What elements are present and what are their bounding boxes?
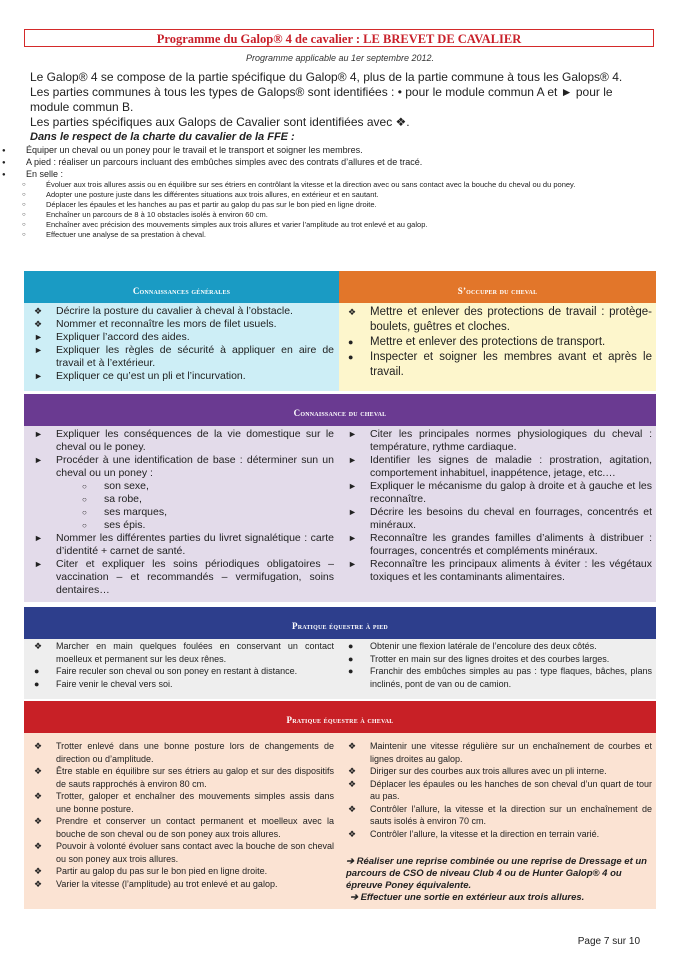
list-item-text: Reconnaître les principaux aliments à éviter : les végétaux toxiques et les contaminants alimentaires. bbox=[370, 558, 652, 583]
list-item-text: Citer les principales normes physiologiques du cheval : température, rythme cardiaque. bbox=[370, 428, 652, 453]
bullet-icon: ► bbox=[34, 345, 43, 355]
bullet-list bbox=[342, 640, 652, 690]
list-item-text: son sexe, bbox=[104, 480, 149, 492]
list-item-text: Identifier les signes de maladie : prostration, agitation, comportement inhabituel, inappétence, jetage, etc.… bbox=[370, 454, 652, 479]
list-item bbox=[342, 740, 652, 765]
section-title: Connaissance du cheval bbox=[293, 408, 387, 418]
bullet-list bbox=[28, 428, 334, 597]
bullet-list bbox=[342, 428, 652, 584]
connaissances-generales-header bbox=[24, 271, 339, 303]
bullet-icon: ► bbox=[34, 533, 43, 543]
charter-list bbox=[0, 144, 655, 180]
list-item-text: Varier la vitesse (l’amplitude) au trot enlevé et au galop. bbox=[56, 878, 278, 889]
pratique-cheval-header bbox=[24, 701, 656, 733]
list-item-text: ses marques, bbox=[104, 506, 168, 518]
pratique-pied-header bbox=[24, 607, 656, 639]
list-item-text: Trotter, galoper et enchaîner des mouvements simples assis dans une bonne posture. bbox=[56, 791, 334, 814]
section-title: Connaissances générales bbox=[132, 286, 231, 296]
list-item bbox=[28, 305, 334, 318]
list-item bbox=[28, 493, 334, 506]
bullet-icon: ○ bbox=[82, 508, 87, 517]
list-item bbox=[342, 640, 652, 653]
list-item-text: Trotter en main sur des lignes droites et des courbes larges. bbox=[370, 653, 610, 664]
list-item bbox=[28, 558, 334, 597]
bullet-icon: ❖ bbox=[34, 766, 43, 776]
bullet-icon: ● bbox=[348, 641, 354, 651]
bullet-icon: ❖ bbox=[34, 841, 43, 851]
list-item-text: Obtenir une flexion latérale de l’encolure des deux côtés. bbox=[370, 641, 597, 651]
list-item bbox=[28, 815, 334, 840]
list-item bbox=[342, 558, 652, 584]
bullet-icon: ► bbox=[348, 559, 357, 569]
pratique-pied-left-list bbox=[28, 640, 334, 690]
bullet-icon: ○ bbox=[82, 482, 87, 491]
connaissance-cheval-right-list bbox=[342, 428, 652, 584]
soccuper-cheval-header bbox=[339, 271, 656, 303]
en-selle-list bbox=[0, 180, 650, 240]
bullet-icon: ❖ bbox=[348, 778, 357, 789]
list-item-text: Expliquer le mécanisme du galop à droite et à gauche et les reconnaître. bbox=[370, 480, 652, 505]
list-item bbox=[342, 653, 652, 666]
bullet-icon: ● bbox=[348, 653, 354, 664]
list-item-text: Faire venir le cheval vers soi. bbox=[56, 678, 173, 689]
bullet-icon: ► bbox=[348, 481, 357, 491]
pratique-cheval-left-list bbox=[28, 740, 334, 890]
bullet-icon: ❖ bbox=[34, 866, 43, 876]
list-item-text: Déplacer les épaules ou les hanches de son cheval d’un quart de tour au pas. bbox=[370, 778, 652, 801]
list-item-text: Pouvoir à volonté évoluer sans contact avec la bouche de son cheval ou son poney aux trois allures. bbox=[56, 841, 334, 864]
list-item bbox=[28, 506, 334, 519]
list-item-text: Trotter enlevé dans une bonne posture lors de changements de direction ou d’amplitude. bbox=[56, 741, 334, 764]
list-item bbox=[342, 480, 652, 506]
list-item-text: Prendre et conserver un contact permanent et moelleux avec la bouche de son cheval ou de son poney aux trois allures. bbox=[56, 816, 334, 839]
page-title: Programme du Galop® 4 de cavalier : LE BREVET DE CAVALIER bbox=[24, 29, 654, 47]
list-item bbox=[342, 778, 652, 803]
list-item-text: Expliquer ce qu’est un pli et l’incurvation. bbox=[56, 370, 246, 382]
bullet-icon: ► bbox=[34, 455, 43, 465]
list-item-text: Nommer les différentes parties du livret signalétique : carte d’identité + carnet de santé. bbox=[56, 532, 334, 557]
list-item bbox=[28, 532, 334, 558]
bullet-icon: ❖ bbox=[348, 766, 357, 776]
bullet-icon: ► bbox=[34, 559, 43, 569]
list-item-text: Maintenir une vitesse régulière sur un enchaînement de courbes et lignes droites au galop. bbox=[370, 741, 652, 764]
list-item-text: Décrire les besoins du cheval en fourrages, concentrés et minéraux. bbox=[370, 506, 652, 531]
list-item bbox=[28, 865, 334, 878]
list-item bbox=[342, 335, 652, 350]
bullet-list bbox=[342, 740, 652, 840]
list-item bbox=[28, 519, 334, 532]
bullet-icon: ► bbox=[348, 429, 357, 439]
bullet-icon: ❖ bbox=[34, 306, 43, 316]
list-item bbox=[28, 678, 334, 691]
bullet-list bbox=[28, 305, 334, 383]
list-item bbox=[342, 350, 652, 380]
bullet-icon: ❖ bbox=[348, 803, 357, 814]
list-item-text: sa robe, bbox=[104, 493, 142, 505]
list-item: ○ Effectuer une analyse de sa prestation à cheval. bbox=[0, 230, 650, 240]
list-item bbox=[28, 331, 334, 344]
connaissance-cheval-left-list bbox=[28, 428, 334, 597]
bullet-icon: ❖ bbox=[34, 319, 43, 329]
bullet-icon: ● bbox=[348, 352, 354, 362]
objective-note-1: ➔ Réaliser une reprise combinée ou une reprise de Dressage et un parcours de CSO de niveau Club 4 ou de Hunter Galop® 4 ou épreuve Poney équivalente. bbox=[346, 856, 647, 891]
list-item-text: Inspecter et soigner les membres avant et après le travail. bbox=[370, 351, 652, 378]
applicability-note: Programme applicable au 1er septembre 2012. bbox=[245, 53, 435, 63]
bullet-icon: ● bbox=[348, 337, 354, 347]
bullet-icon: ● bbox=[34, 678, 40, 689]
list-item bbox=[28, 840, 334, 865]
connaissance-cheval-header bbox=[24, 394, 656, 426]
list-item bbox=[28, 454, 334, 480]
list-item bbox=[342, 765, 652, 778]
list-item-text: Marcher en main quelques foulées en conservant un contact moelleux et permanent sur les deux rênes. bbox=[56, 641, 334, 664]
bullet-list bbox=[28, 640, 334, 690]
list-item bbox=[28, 665, 334, 678]
list-item-text: Mettre et enlever des protections de transport. bbox=[370, 336, 606, 348]
list-item bbox=[28, 640, 334, 665]
list-item bbox=[342, 532, 652, 558]
list-item: ○ Déplacer les épaules et les hanches au pas et partir au galop du pas sur le bon pied en ligne droite. bbox=[0, 200, 650, 210]
list-item-text: Partir au galop du pas sur le bon pied en ligne droite. bbox=[56, 866, 268, 876]
list-item: ● Équiper un cheval ou un poney pour le travail et le transport et soigner les membres. bbox=[0, 144, 655, 156]
bullet-icon: ● bbox=[348, 666, 354, 676]
intro-p2: Les parties communes à tous les types de Galops® sont identifiées : • pour le module commun A et ► pour le module commun B. bbox=[30, 85, 613, 114]
list-item-text: Procéder à une identification de base : déterminer sun un cheval ou un poney : bbox=[56, 454, 334, 479]
list-item bbox=[342, 803, 652, 828]
bullet-list bbox=[342, 305, 652, 380]
list-item-text: Citer et expliquer les soins périodiques obligatoires – vaccination – et recommandés – vermifugation, soins dentaires… bbox=[56, 558, 334, 596]
list-item: ○ Évoluer aux trois allures assis ou en équilibre sur ses étriers en contrôlant la vitesse et la direction avec ou sans contact avec la bouche du cheval ou du poney. bbox=[0, 180, 650, 190]
list-item-text: Mettre et enlever des protections de travail : protège-boulets, guêtres et cloches. bbox=[370, 306, 652, 333]
list-item bbox=[342, 506, 652, 532]
intro-p1: Le Galop® 4 se compose de la partie spécifique du Galop® 4, plus de la partie commune à tous les Galops® 4. bbox=[30, 70, 623, 84]
connaissances-generales-list bbox=[28, 305, 334, 383]
bullet-icon: ❖ bbox=[348, 307, 357, 317]
list-item: ● En selle : bbox=[0, 168, 655, 180]
bullet-icon: ❖ bbox=[348, 741, 357, 751]
intro-p3: Les parties spécifiques aux Galops de Cavalier sont identifiées avec ❖. bbox=[30, 115, 410, 129]
list-item bbox=[342, 428, 652, 454]
pratique-pied-right-list bbox=[342, 640, 652, 690]
list-item bbox=[342, 828, 652, 841]
bullet-icon: ► bbox=[348, 533, 357, 543]
soccuper-cheval-list bbox=[342, 305, 652, 380]
bullet-icon: ► bbox=[34, 371, 43, 381]
list-item bbox=[28, 428, 334, 454]
list-item-text: Être stable en équilibre sur ses étriers au galop et sur des dispositifs de sauts rapprochés à environ 80 cm. bbox=[56, 766, 334, 789]
list-item-text: Contrôler l’allure, la vitesse et la direction sur un enchaînement de sauts isolés à environ 70 cm. bbox=[370, 803, 652, 826]
list-item-text: Nommer et reconnaître les mors de filet usuels. bbox=[56, 318, 277, 330]
list-item bbox=[28, 480, 334, 493]
list-item bbox=[28, 318, 334, 331]
list-item: ○ Adopter une posture juste dans les différentes situations aux trois allures, en extérieur et en sautant. bbox=[0, 190, 650, 200]
list-item-text: Expliquer l’accord des aides. bbox=[56, 331, 190, 343]
list-item-text: Contrôler l’allure, la vitesse et la direction en terrain varié. bbox=[370, 828, 600, 839]
list-item-text: Franchir des embûches simples au pas : type flaques, bâches, plans inclinés, pont de van ou de camion. bbox=[370, 666, 652, 689]
bullet-list bbox=[28, 740, 334, 890]
bullet-icon: ❖ bbox=[34, 741, 43, 751]
bullet-icon: ► bbox=[348, 455, 357, 465]
list-item bbox=[342, 454, 652, 480]
bullet-icon: ► bbox=[34, 429, 43, 439]
list-item-text: Faire reculer son cheval ou son poney en restant à distance. bbox=[56, 666, 298, 676]
list-item-text: Décrire la posture du cavalier à cheval à l’obstacle. bbox=[56, 305, 293, 317]
charter-heading: Dans le respect de la charte du cavalier de la FFE : bbox=[30, 131, 295, 143]
list-item bbox=[342, 305, 652, 335]
bullet-icon: ● bbox=[34, 666, 40, 676]
list-item bbox=[28, 790, 334, 815]
list-item-text: Reconnaître les grandes familles d’aliments à distribuer : fourrages, concentrés et compléments minéraux. bbox=[370, 532, 652, 557]
bullet-icon: ❖ bbox=[34, 641, 43, 651]
bullet-icon: ► bbox=[348, 507, 357, 517]
list-item bbox=[28, 740, 334, 765]
list-item-text: Expliquer les conséquences de la vie domestique sur le cheval ou le poney. bbox=[56, 428, 334, 453]
list-item-text: Diriger sur des courbes aux trois allures avec un pli interne. bbox=[370, 766, 607, 776]
list-item bbox=[28, 344, 334, 370]
section-title: Pratique équestre à cheval bbox=[286, 715, 394, 725]
bullet-icon: ○ bbox=[82, 495, 87, 504]
bullet-icon: ○ bbox=[82, 521, 87, 530]
objective-note-2: ➔ Effectuer une sortie en extérieur aux trois allures. bbox=[350, 892, 585, 903]
bullet-icon: ❖ bbox=[34, 791, 43, 801]
list-item bbox=[28, 765, 334, 790]
intro-block bbox=[26, 70, 655, 240]
list-item: ○ Enchaîner un parcours de 8 à 10 obstacles isolés à environ 60 cm. bbox=[0, 210, 650, 220]
page-number: Page 7 sur 10 bbox=[577, 936, 640, 947]
bullet-icon: ❖ bbox=[348, 828, 357, 839]
list-item bbox=[342, 665, 652, 690]
list-item bbox=[28, 370, 334, 383]
list-item: ● A pied : réaliser un parcours incluant des embûches simples avec des contrats d’allures et de tracé. bbox=[0, 156, 655, 168]
section-title: S’occuper du cheval bbox=[457, 286, 538, 296]
pratique-cheval-right-list bbox=[342, 740, 652, 840]
bullet-icon: ► bbox=[34, 332, 43, 342]
list-item bbox=[28, 878, 334, 891]
list-item-text: ses épis. bbox=[104, 519, 146, 531]
list-item-text: Expliquer les règles de sécurité à appliquer en aire de travail et à l’extérieur. bbox=[56, 344, 334, 369]
section-title: Pratique équestre à pied bbox=[292, 621, 388, 631]
bullet-icon: ❖ bbox=[34, 816, 43, 826]
bullet-icon: ❖ bbox=[34, 878, 43, 889]
list-item: ○ Enchaîner avec précision des mouvements simples aux trois allures et varier l’amplitude au trot enlevé et au galop. bbox=[0, 220, 650, 230]
